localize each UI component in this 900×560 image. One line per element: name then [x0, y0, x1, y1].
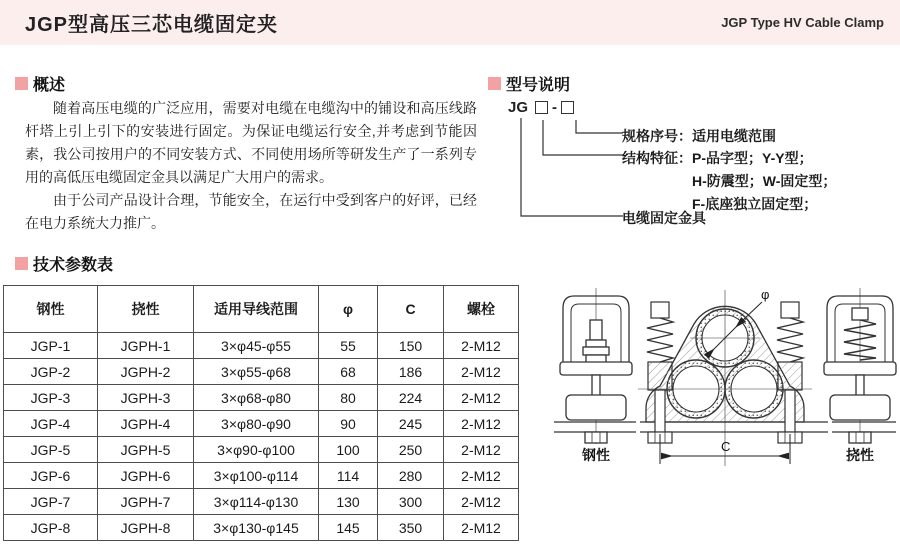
table-cell: 3×φ68-φ80 [194, 385, 319, 411]
table-cell: 114 [319, 463, 378, 489]
model-heading-label: 型号说明 [506, 77, 571, 94]
table-cell: 186 [378, 359, 444, 385]
table-cell: 80 [319, 385, 378, 411]
table-cell: 130 [319, 489, 378, 515]
table-cell: 3×φ114-φ130 [194, 489, 319, 515]
table-row [4, 359, 519, 385]
table-row [4, 437, 519, 463]
table-cell: 3×φ130-φ145 [194, 515, 319, 541]
parameters-table [3, 285, 519, 541]
overview-text [25, 97, 477, 235]
table-cell: JGPH-1 [98, 333, 194, 359]
overview-heading [15, 72, 65, 95]
table-cell: 3×φ100-φ114 [194, 463, 319, 489]
model-label-feature: H-防震型；W-固定型； [692, 173, 837, 189]
model-code-dash: - [552, 99, 558, 116]
table-cell: 3×φ80-φ90 [194, 411, 319, 437]
table-cell: 2-M12 [444, 463, 519, 489]
table-cell: JGPH-6 [98, 463, 194, 489]
table-cell: 250 [378, 437, 444, 463]
model-code-box [535, 101, 548, 114]
table-cell: 145 [319, 515, 378, 541]
table-cell: JGPH-7 [98, 489, 194, 515]
table-row [4, 463, 519, 489]
table-cell: 2-M12 [444, 385, 519, 411]
table-cell: 2-M12 [444, 359, 519, 385]
model-heading [488, 72, 570, 95]
table-cell: 2-M12 [444, 411, 519, 437]
rigid-side-view [560, 288, 632, 444]
table-cell: 68 [319, 359, 378, 385]
table-header-row [4, 286, 519, 333]
table-cell: JGP-3 [4, 385, 98, 411]
table-cell: 300 [378, 489, 444, 515]
table-cell: JGPH-4 [98, 411, 194, 437]
column-header: 钢性 [4, 286, 98, 333]
phi-dimension-label: φ [761, 287, 770, 302]
parameters-heading-label: 技术参数表 [33, 257, 114, 274]
table-cell: JGP-4 [4, 411, 98, 437]
table-cell: JGPH-2 [98, 359, 194, 385]
section-bullet-icon [15, 77, 28, 90]
clamp-technical-drawing [540, 262, 900, 470]
table-row [4, 515, 519, 541]
table-row [4, 411, 519, 437]
column-header: 挠性 [98, 286, 194, 333]
table-cell: JGP-2 [4, 359, 98, 385]
table-row [4, 489, 519, 515]
table-cell: 55 [319, 333, 378, 359]
table-cell: 2-M12 [444, 437, 519, 463]
column-header: 螺栓 [444, 286, 519, 333]
table-cell: JGPH-3 [98, 385, 194, 411]
overview-heading-label: 概述 [33, 77, 66, 94]
header-banner [0, 0, 900, 45]
table-cell: JGP-5 [4, 437, 98, 463]
table-cell: 350 [378, 515, 444, 541]
column-header: C [378, 286, 444, 333]
model-label-feature: F-底座独立固定型； [692, 196, 818, 212]
c-dimension-label: C [721, 439, 731, 454]
table-cell: 280 [378, 463, 444, 489]
model-code-prefix: JG [508, 99, 529, 116]
rigid-view-label: 钢性 [582, 447, 610, 463]
model-label-spec: 规格序号：适用电缆范围 [622, 128, 776, 144]
column-header: φ [319, 286, 378, 333]
section-bullet-icon [15, 257, 28, 270]
table-cell: 90 [319, 411, 378, 437]
model-code-box [561, 101, 574, 114]
parameters-heading [15, 252, 113, 275]
table-cell: 224 [378, 385, 444, 411]
model-connector-lines [515, 114, 627, 222]
model-label-fitting: 电缆固定金具 [622, 210, 706, 226]
table-cell: 3×φ90-φ100 [194, 437, 319, 463]
clamp-front-view [638, 287, 812, 466]
page-title-english: JGP Type HV Cable Clamp [721, 15, 884, 30]
table-cell: 2-M12 [444, 515, 519, 541]
flexible-side-view [824, 288, 896, 444]
column-header: 适用导线范围 [194, 286, 319, 333]
table-cell: JGP-1 [4, 333, 98, 359]
table-cell: 245 [378, 411, 444, 437]
table-cell: 2-M12 [444, 333, 519, 359]
table-cell: 2-M12 [444, 489, 519, 515]
overview-paragraph: 随着高压电缆的广泛应用，需要对电缆在电缆沟中的铺设和高压线路杆塔上引上引下的安装进行固定。为保证电缆运行安全,并考虑到节能因素，我公司按用户的不同安装方式、不同使用场所等研发生产了一系列专用的高低压电缆固定金具以满足广大用户的需求。 [25, 100, 477, 185]
flexible-view-label: 挠性 [846, 447, 874, 463]
table-row [4, 385, 519, 411]
table-cell: 3×φ45-φ55 [194, 333, 319, 359]
table-cell: JGPH-5 [98, 437, 194, 463]
table-cell: 150 [378, 333, 444, 359]
model-label-feature: 结构特征：P-品字型；Y-Y型； [622, 150, 813, 166]
table-cell: JGP-6 [4, 463, 98, 489]
table-row [4, 333, 519, 359]
table-cell: JGP-8 [4, 515, 98, 541]
section-bullet-icon [488, 77, 501, 90]
table-cell: JGP-7 [4, 489, 98, 515]
table-cell: 3×φ55-φ68 [194, 359, 319, 385]
page-title: JGP型高压三芯电缆固定夹 [25, 14, 279, 36]
table-cell: JGPH-8 [98, 515, 194, 541]
table-cell: 100 [319, 437, 378, 463]
overview-paragraph: 由于公司产品设计合理，节能安全，在运行中受到客户的好评，已经在电力系统大力推广。 [25, 192, 477, 231]
